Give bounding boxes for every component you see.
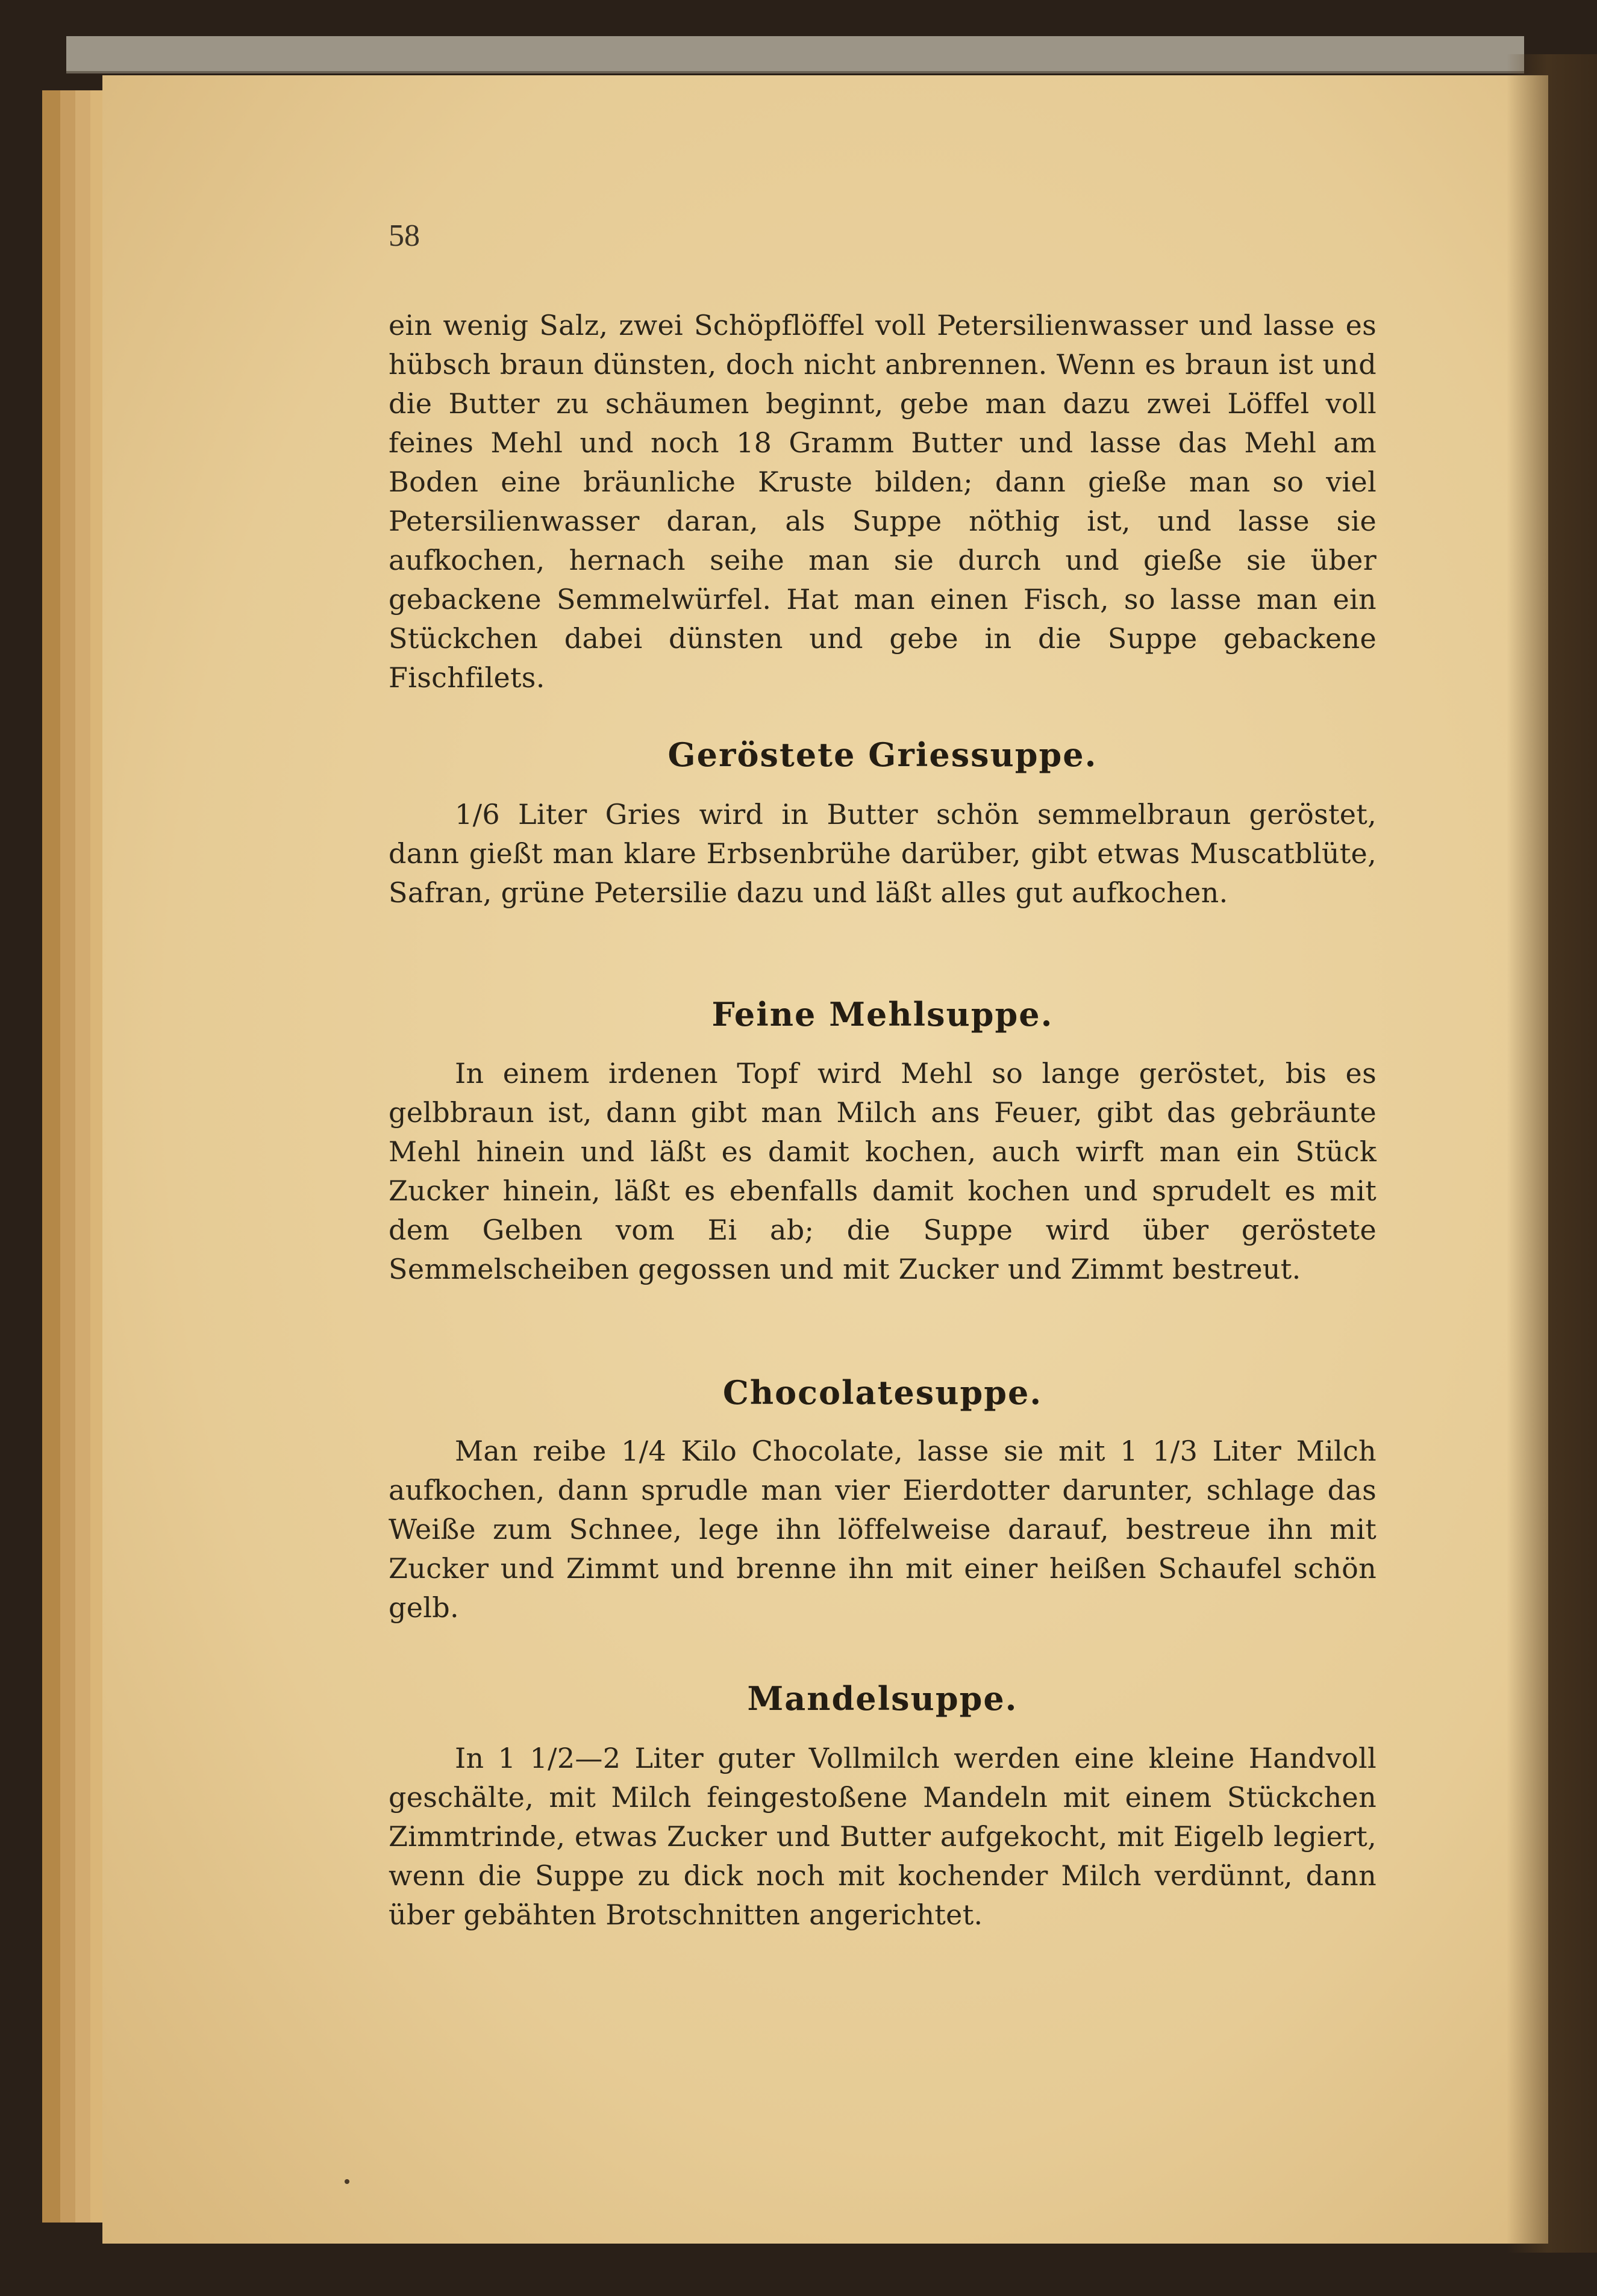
recipe-text-chocolatesuppe: Man reibe 1/4 Kilo Chocolate, lasse sie mit 1 1/3 Liter Milch aufkochen, dann sprudle man vier Eierdotter darunter, schlage das Weiße zum Schnee, lege ihn löffelweise darauf, bestreue ihn mit Zucker und Zimmt und brenne ihn mit einer heißen Schaufel schön gelb. (389, 1435, 1377, 1624)
recipe-text-mehlsuppe: In einem irdenen Topf wird Mehl so lange geröstet, bis es gelbbraun ist, dann gibt man Milch ans Feuer, gibt das gebräunte Mehl hinein und läßt es damit kochen, auch wirft man ein Stück Zucker hinein, läßt es ebenfalls damit kochen und sprudelt es mit dem Gelben vom Ei ab; die Suppe wird über geröstete Semmelscheiben gegossen und mit Zucker und Zimmt bestreut. (389, 1057, 1377, 1285)
recipe-title-mandelsuppe: Mandelsuppe. (747, 1679, 1018, 1718)
recipe-title-mehlsuppe: Feine Mehlsuppe. (711, 995, 1054, 1034)
book-cover-edge (66, 36, 1524, 73)
recipe-title-chocolatesuppe: Chocolatesuppe. (722, 1373, 1043, 1412)
book-gutter-shadow (1507, 54, 1597, 2253)
recipe-text-griessuppe: 1/6 Liter Gries wird in Butter schön semmelbraun geröstet, dann gießt man klare Erbsenbrühe darüber, gibt etwas Muscatblüte, Safran, grüne Petersilie dazu und läßt alles gut aufkochen. (389, 798, 1377, 909)
page-number: 58 (389, 219, 420, 253)
intro-paragraph: ein wenig Salz, zwei Schöpflöffel voll Petersilienwasser und lasse es hübsch braun dünsten, doch nicht anbrennen. Wenn es braun ist und die Butter zu schäumen beginnt, gebe man dazu zwei Löffel voll feines Mehl und noch 18 Gramm Butter und lasse das Mehl am Boden eine bräunliche Kruste bilden; dann gieße man so viel Petersilienwasser daran, als Suppe nöthig ist, und lasse sie aufkochen, hernach seihe man sie durch und gieße sie über gebackene Semmelwürfel. Hat man einen Fisch, so lasse man ein Stückchen dabei dünsten und gebe in die Suppe gebackene Fischfilets. (389, 309, 1377, 694)
recipe-text-mandelsuppe: In 1 1/2—2 Liter guter Vollmilch werden eine kleine Handvoll geschälte, mit Milch feingestoßene Mandeln mit einem Stückchen Zimmtrinde, etwas Zucker und Butter aufgekocht, mit Eigelb legiert, wenn die Suppe zu dick noch mit kochender Milch verdünnt, dann über gebähten Brotschnitten angerichtet. (389, 1742, 1377, 1931)
recipe-title-griessuppe: Geröstete Griessuppe. (667, 735, 1098, 774)
ink-speck (345, 2179, 349, 2184)
